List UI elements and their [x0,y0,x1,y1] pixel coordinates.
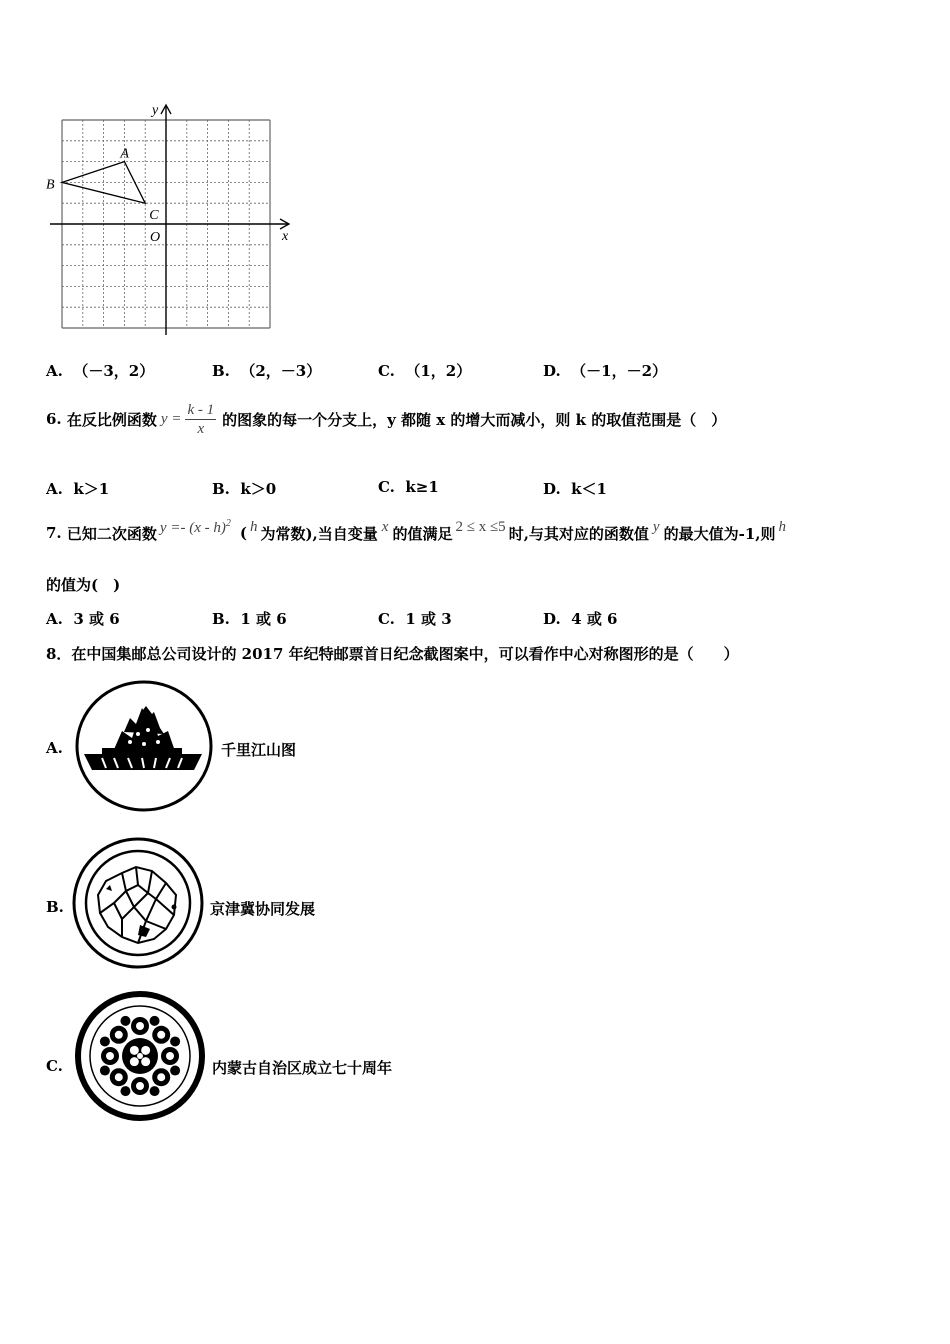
option-letter: B. [212,610,230,628]
option-text: （2，－3） [240,362,322,380]
option-letter: B. [212,480,230,498]
question-8: 8．在中国集邮总公司设计的 2017 年纪特邮票首日纪念截图案中，可以看作中心对称图形的是（ ） [46,645,739,663]
option-letter: A. [46,480,63,498]
var-y: y [652,518,660,535]
q5-option-c[interactable] [378,360,471,381]
question-7-line-1 [46,518,786,548]
var-h: h [778,518,786,535]
option-text: （－3，2） [73,362,155,380]
triangle-abc [46,147,159,224]
question-prefix: 在反比例函数 [66,410,157,429]
q6-option-d[interactable] [543,478,607,499]
option-letter: D. [543,480,561,498]
question-text: 时,与其对应的函数值 [508,524,649,543]
question-text: 的最大值为-1,则 [663,524,776,543]
coordinate-grid-figure [40,100,300,340]
q5-option-a[interactable] [46,360,154,381]
stamp-pattern [100,1016,180,1096]
option-letter: A. [46,362,63,380]
option-text: k＞0 [240,480,277,498]
q6-option-c[interactable] [378,478,439,496]
q7-option-d[interactable] [543,608,617,629]
x-range: 2 ≤ x ≤5 [455,518,506,535]
x-axis-label: x [282,229,289,244]
stamp-inner-mongolia[interactable] [72,990,212,1126]
option-letter: D. [543,610,561,628]
question-number: 7. [46,524,62,542]
function-expr: y =- (x - h) [159,519,226,536]
option-text: k≥1 [405,478,439,496]
question-6 [46,397,726,441]
question-7-line-2: 的值为( ) [46,576,121,594]
fraction-numerator: k - 1 [187,401,215,418]
function-exponent: 2 [225,517,231,529]
stamp-a-caption: 千里江山图 [221,741,297,759]
option-text: k＜1 [571,480,607,498]
q8-option-b-letter[interactable]: B. [46,898,64,916]
q5-option-b[interactable] [212,360,321,381]
option-text: 1 或 3 [405,610,452,628]
y-axis-label: y [152,103,159,118]
option-letter: D. [543,362,561,380]
option-letter: C. [378,362,395,380]
q7-option-b[interactable] [212,608,287,629]
q7-option-a[interactable] [46,608,120,629]
function-fraction [185,401,216,438]
fraction-denominator: x [197,420,205,437]
question-text: 已知二次函数 [66,524,157,543]
question-text: 为常数),当自变量 [260,524,378,543]
option-text: 1 或 6 [240,610,287,628]
origin-label: O [150,230,161,245]
q5-option-d[interactable] [543,360,667,381]
q8-option-c-letter[interactable]: C. [46,1057,63,1075]
stamp-jingjinji[interactable] [70,833,208,973]
option-text: k＞1 [73,480,110,498]
question-text: 的值满足 [392,524,453,543]
option-letter: B. [212,362,230,380]
option-text: （1，2） [405,362,472,380]
question-number: 6. [46,410,62,428]
q7-option-c[interactable] [378,608,452,629]
q6-option-a[interactable] [46,478,109,499]
option-letter: C. [378,610,395,628]
stamp-c-caption: 内蒙古自治区成立七十周年 [212,1059,393,1077]
quadratic-function [160,518,231,537]
var-h: h [249,518,258,535]
point-label-b: B [46,177,55,193]
axes [50,105,289,335]
option-text: 4 或 6 [571,610,618,628]
question-suffix: 的图象的每一个分支上，y 都随 x 的增大而减小，则 k 的取值范围是（ ） [222,410,727,429]
paren-open: ( [239,524,247,542]
var-x: x [381,518,389,535]
point-label-a: A [120,146,129,162]
q8-option-a-letter[interactable]: A. [46,739,63,757]
option-text: （－1，－2） [571,362,668,380]
option-text: 3 或 6 [73,610,120,628]
function-lhs: y = [160,410,182,427]
option-letter: C. [378,478,395,496]
point-label-c: C [149,208,159,224]
stamp-qianli-jiangshan[interactable] [72,676,218,816]
q6-option-b[interactable] [212,478,276,499]
option-letter: A. [46,610,63,628]
stamp-b-caption: 京津冀协同发展 [210,900,316,918]
